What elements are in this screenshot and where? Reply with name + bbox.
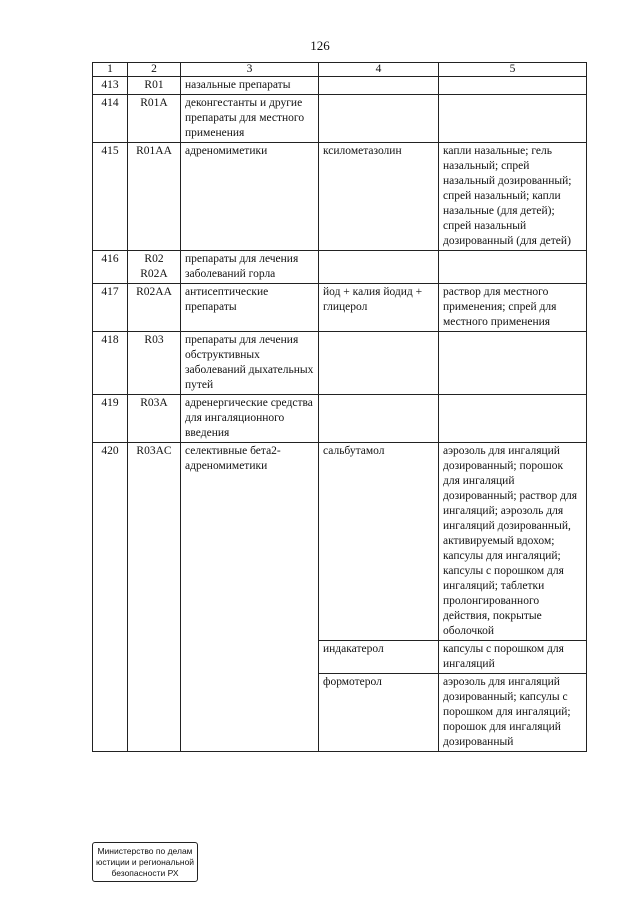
table-row — [93, 95, 587, 143]
drug-table — [92, 62, 587, 752]
drug-name — [319, 332, 439, 395]
row-number: 416 — [93, 251, 128, 284]
atc-group: деконгестанты и другие препараты для местного применения — [181, 95, 319, 143]
drug-name: формотерол — [319, 674, 439, 752]
column-header: 4 — [319, 63, 439, 77]
dosage-form — [439, 332, 587, 395]
row-number: 413 — [93, 77, 128, 95]
atc-group: адреномиметики — [181, 143, 319, 251]
table-row — [93, 443, 587, 641]
dosage-form: аэрозоль для ингаляций дозированный; капсулы с порошком для ингаляций; порошок для ингаляций дозированный — [439, 674, 587, 752]
atc-group: препараты для лечения заболеваний горла — [181, 251, 319, 284]
dosage-form — [439, 395, 587, 443]
atc-code: R01A — [128, 95, 181, 143]
row-number: 414 — [93, 95, 128, 143]
row-number: 420 — [93, 443, 128, 752]
atc-code: R03 — [128, 332, 181, 395]
stamp-line: Министерство по делам — [97, 846, 193, 856]
ministry-stamp — [92, 842, 198, 882]
stamp-line: юстиции и региональной — [95, 857, 195, 867]
dosage-form: аэрозоль для ингаляций дозированный; порошок для ингаляций дозированный; раствор для ингаляций; аэрозоль для ингаляций дозированный, активируемый вдохом; капсулы для ингаляций; капсулы с порошком для ингаляций; таблетки пролонгированного действия, покрытые оболочкой — [439, 443, 587, 641]
row-number: 419 — [93, 395, 128, 443]
drug-name: индакатерол — [319, 641, 439, 674]
drug-name: сальбутамол — [319, 443, 439, 641]
table-header-row — [93, 63, 587, 77]
atc-group: адренергические средства для ингаляционного введения — [181, 395, 319, 443]
drug-name — [319, 395, 439, 443]
drug-name — [319, 251, 439, 284]
table-row — [93, 395, 587, 443]
atc-group: назальные препараты — [181, 77, 319, 95]
column-header: 5 — [439, 63, 587, 77]
row-number: 418 — [93, 332, 128, 395]
row-number: 417 — [93, 284, 128, 332]
dosage-form — [439, 251, 587, 284]
dosage-form: раствор для местного применения; спрей для местного применения — [439, 284, 587, 332]
atc-group: селективные бета2-адреномиметики — [181, 443, 319, 752]
drug-name: ксилометазолин — [319, 143, 439, 251]
atc-code: R02AA — [128, 284, 181, 332]
row-number: 415 — [93, 143, 128, 251]
atc-group: антисептические препараты — [181, 284, 319, 332]
dosage-form — [439, 77, 587, 95]
dosage-form: капсулы с порошком для ингаляций — [439, 641, 587, 674]
atc-code: R02 R02A — [128, 251, 181, 284]
atc-code: R01AA — [128, 143, 181, 251]
table-row — [93, 251, 587, 284]
atc-code: R03A — [128, 395, 181, 443]
drug-name: йод + калия йодид + глицерол — [319, 284, 439, 332]
stamp-line: безопасности РХ — [111, 868, 179, 878]
table-row — [93, 284, 587, 332]
atc-code: R01 — [128, 77, 181, 95]
drug-name — [319, 95, 439, 143]
drug-name — [319, 77, 439, 95]
atc-code: R03AC — [128, 443, 181, 752]
table-row — [93, 143, 587, 251]
column-header: 3 — [181, 63, 319, 77]
page-number: 126 — [310, 38, 330, 53]
dosage-form: капли назальные; гель назальный; спрей назальный дозированный; спрей назальный; капли назальные (для детей); спрей назальный дозированный (для детей) — [439, 143, 587, 251]
atc-group: препараты для лечения обструктивных заболеваний дыхательных путей — [181, 332, 319, 395]
column-header: 1 — [93, 63, 128, 77]
dosage-form — [439, 95, 587, 143]
column-header: 2 — [128, 63, 181, 77]
table-row — [93, 332, 587, 395]
table-row — [93, 77, 587, 95]
